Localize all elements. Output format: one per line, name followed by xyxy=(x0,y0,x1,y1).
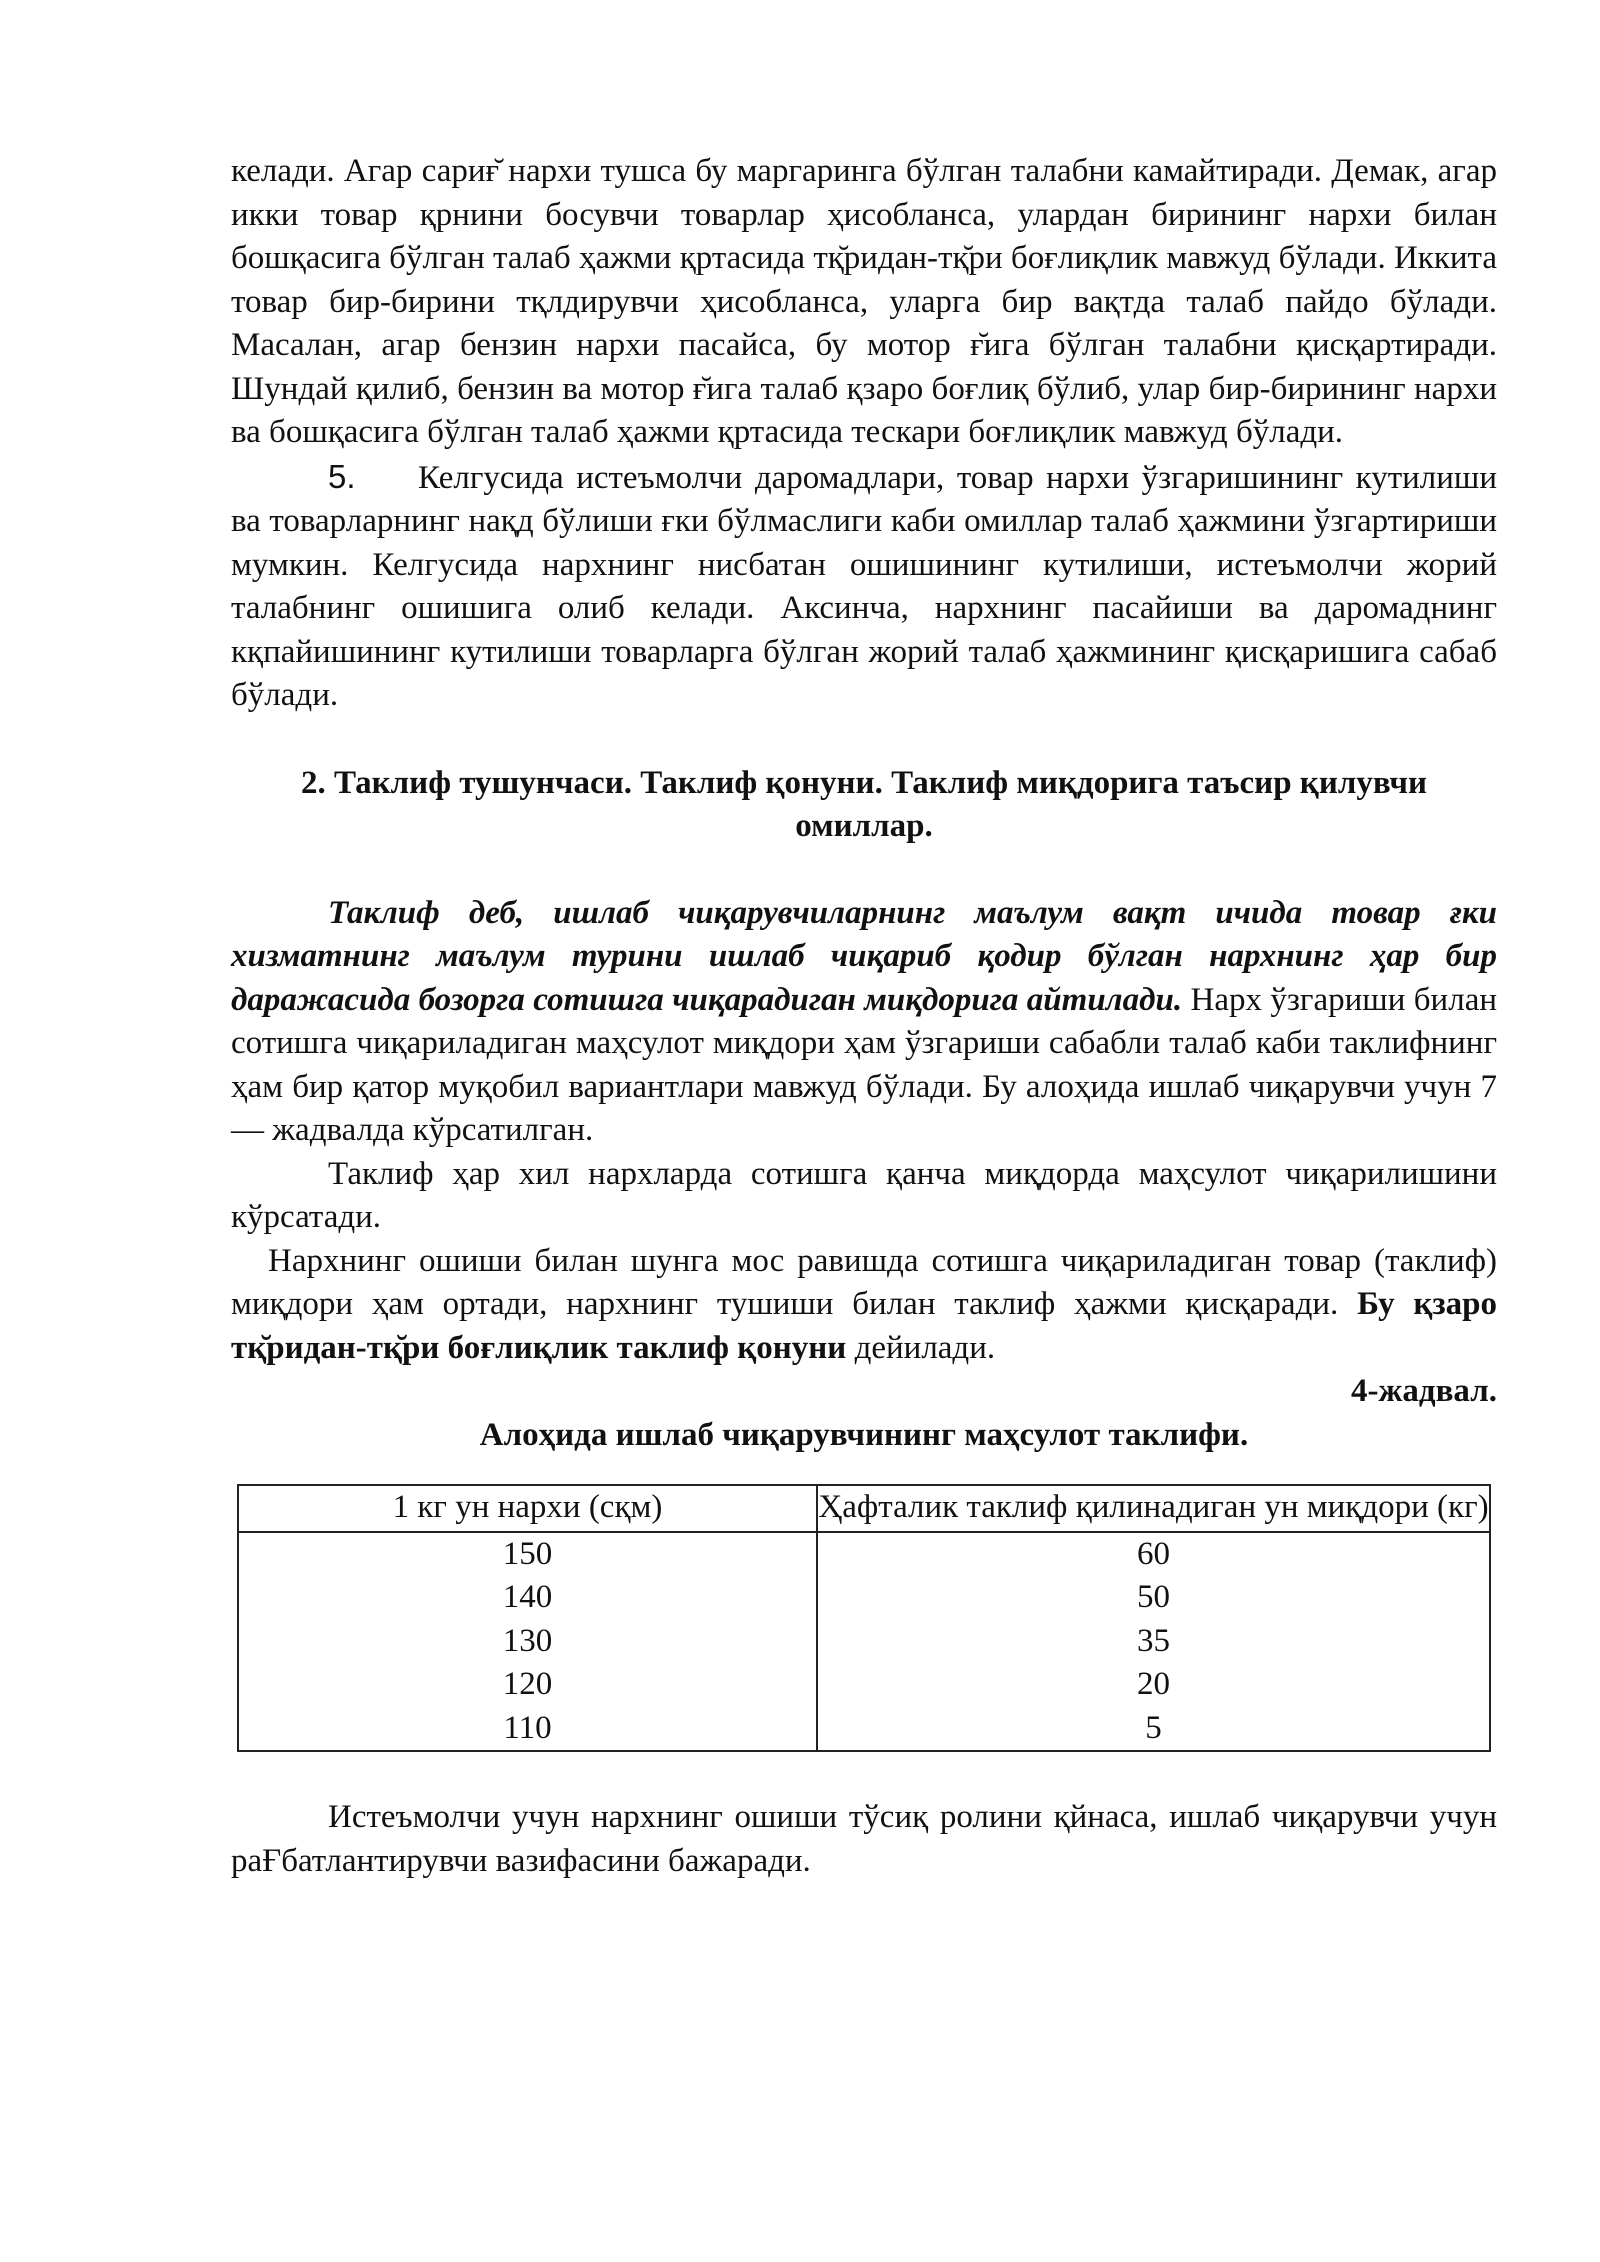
page-content xyxy=(231,150,1497,1883)
column-header-quantity: Ҳафталик таклиф қилинадиган ун миқдори (кг) xyxy=(817,1485,1490,1532)
price-cell: 130 xyxy=(238,1620,817,1664)
table-row xyxy=(238,1707,1490,1752)
paragraph-supply-law xyxy=(231,1240,1497,1371)
supply-definition: Таклиф деб, ишлаб чиқарувчиларнинг маълум вақт ичида товар ғки хизматнинг маълум турини ишлаб чиқариб қодир бўлган нархнинг ҳар бир даражасида бозорга сотишга чиқарадиган миқдорига айтилади. xyxy=(231,894,1497,1018)
supply-law-statement: Бу қзаро тқ̆ридан-тқ̆ри боғлиқлик таклиф қонуни xyxy=(231,1286,1498,1366)
quantity-cell: 20 xyxy=(817,1663,1490,1707)
supply-law-ending: дейилади. xyxy=(846,1329,996,1366)
paragraph-supply-shows: Таклиф ҳар хил нархларда сотишга қанча миқдорда маҳсулот чиқарилишини кўрсатади. xyxy=(231,1155,1497,1235)
price-cell: 120 xyxy=(238,1663,817,1707)
column-header-price: 1 кг ун нархи (сқм) xyxy=(238,1485,817,1532)
supply-law-text: Нархнинг ошиши билан шунга мос равишда сотишга чиқариладиган товар (таклиф) миқдори ҳам ортади, нархнинг тушиши билан таклиф ҳажми қисқаради. xyxy=(231,1242,1497,1322)
table-number: 4-жадвал. xyxy=(1351,1373,1497,1409)
section-heading: 2. Таклиф тушунчаси. Таклиф қонуни. Таклиф миқдорига таъсир қилувчи омиллар. xyxy=(300,764,1428,844)
table-row xyxy=(238,1576,1490,1620)
price-cell: 150 xyxy=(238,1532,817,1577)
quantity-cell: 5 xyxy=(817,1707,1490,1752)
table-header-row xyxy=(238,1485,1490,1532)
paragraph-continuation: келади. Агар сариғ̆ нархи тушса бу маргаринга бўлган талабни камайтиради. Демак, агар икки товар қрнини босувчи товарлар ҳисобланса, улардан бирининг нархи билан бошқасига бўлган талаб ҳажми қртасида тқ̆ридан-тқ̆ри боғлиқлик мавжуд бўлади. Иккита товар бир-бирини тқлдирувчи ҳисобланса, уларга бир вақтда талаб пайдо бўлади. Масалан, агар бензин нархи пасайса, бу мотор ғ̆ига бўлган талабни қисқартиради. Шундай қилиб, бензин ва мотор ғ̆ига талаб қзаро боғлиқ бўлиб, улар бир-бирининг нархи ва бошқасига бўлган талаб ҳажми қртасида тескари боғлиқлик мавжуд бўлади. xyxy=(231,153,1497,450)
price-cell: 110 xyxy=(238,1707,817,1752)
numbered-paragraph-5 xyxy=(231,455,1497,718)
definition-paragraph xyxy=(231,892,1497,1153)
quantity-cell: 50 xyxy=(817,1576,1490,1620)
quantity-cell: 60 xyxy=(817,1532,1490,1577)
table-row xyxy=(238,1663,1490,1707)
price-cell: 140 xyxy=(238,1576,817,1620)
table-row xyxy=(238,1532,1490,1577)
list-number: 5. xyxy=(328,457,356,495)
table-row xyxy=(238,1620,1490,1664)
quantity-cell: 35 xyxy=(817,1620,1490,1664)
numbered-paragraph-text: Келгусида истеъмолчи даромадлари, товар нархи ўзгаришининг кутилиши ва товарларнинг нақд бўлиши ғки бўлмаслиги каби омиллар талаб ҳажмини ўзгартириши мумкин. Келгусида нархнинг нисбатан ошишининг кутилиши, истеъмолчи жорий талабнинг ошишига олиб келади. Аксинча, нархнинг пасайиши ва даромаднинг кқпайишининг кутилиши товарларга бўлган жорий талаб ҳажмининг қисқаришига сабаб бўлади. xyxy=(231,459,1497,713)
definition-paragraph-text: Нарх ўзгариши билан сотишга чиқариладиган маҳсулот миқдори ҳам ўзгариши сабабли талаб каби таклифнинг ҳам бир қатор муқобил вариантлари мавжуд бўлади. Бу алоҳида ишлаб чиқарувчи учун 7 — жадвалда кўрсатилган. xyxy=(231,981,1497,1148)
paragraph-closing: Истеъмолчи учун нархнинг ошиши тўсиқ ролини қйнаса, ишлаб чиқарувчи учун раҒбатлантирувчи вазифасини бажаради. xyxy=(231,1799,1497,1879)
supply-table xyxy=(237,1484,1491,1752)
table-title: Алоҳида ишлаб чиқарувчининг маҳсулот таклифи. xyxy=(479,1416,1249,1453)
